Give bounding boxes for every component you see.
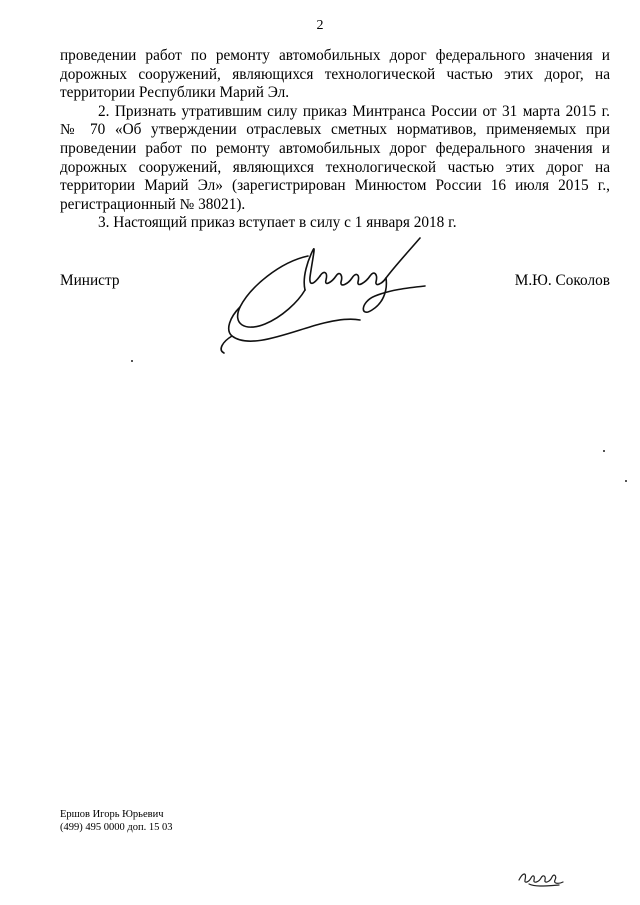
scan-artifact bbox=[603, 450, 605, 452]
page-number: 2 bbox=[316, 18, 324, 33]
paragraph-item-3: 3. Настоящий приказ вступает в силу с 1 января 2018 г. bbox=[98, 214, 457, 232]
executor-contact bbox=[60, 808, 172, 834]
paragraph-continuation: проведении работ по ремонту автомобильных дорог федерального значения и дорожных сооружений, являющихся технологической частью этих дорог, на территории Республики Марий Эл. bbox=[60, 47, 610, 102]
signatory-name: М.Ю. Соколов bbox=[514, 272, 610, 289]
scan-artifact bbox=[625, 480, 627, 482]
executor-name: Ершов Игорь Юрьевич bbox=[60, 809, 164, 820]
executor-phone: (499) 495 0000 доп. 15 03 bbox=[60, 822, 173, 833]
signatory-position: Министр bbox=[60, 272, 120, 289]
document-body bbox=[60, 47, 610, 233]
handwritten-signature bbox=[210, 232, 440, 357]
paragraph-item-2: 2. Признать утратившим силу приказ Минтранса России от 31 марта 2015 г. № 70 «Об утверждении отраслевых сметных нормативов, применяемых при проведении работ по ремонту автомобильных дорог федерального значения и дорожных сооружений, являющихся технологической частью этих дорог на территории Марий Эл» (зарегистрирован Минюстом России 16 июля 2015 г., регистрационный № 38021). bbox=[60, 102, 610, 213]
scan-artifact bbox=[131, 360, 133, 362]
handwritten-initials bbox=[515, 864, 567, 890]
